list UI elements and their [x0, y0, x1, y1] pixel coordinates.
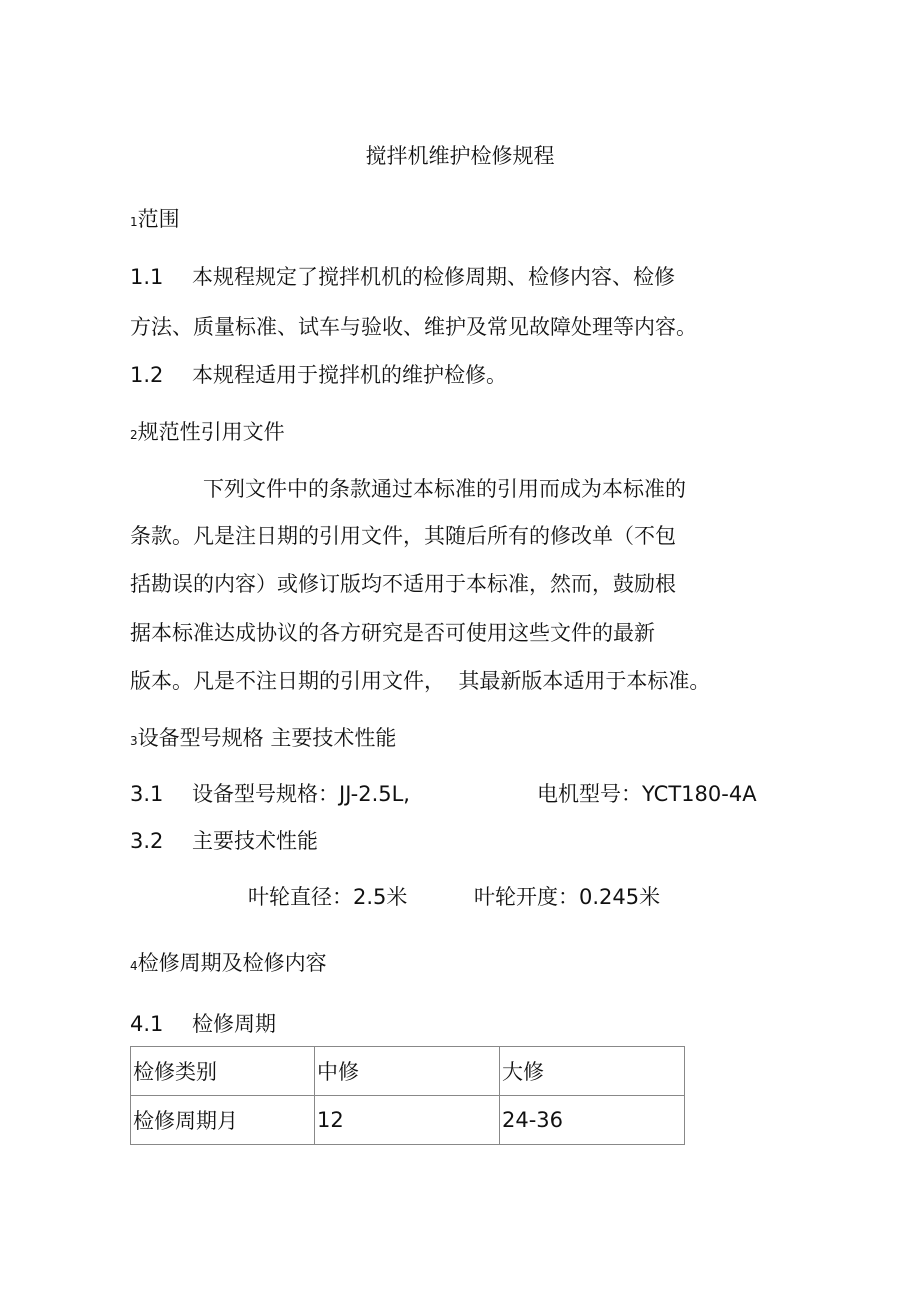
paragraph-2-line-1: 下列文件中的条款通过本标准的引用而成为本标准的	[203, 477, 686, 501]
paragraph-3-2	[130, 828, 318, 854]
paragraph-1-1-line-1	[130, 264, 675, 290]
equipment-model: 设备型号规格：JJ-2.5L,	[192, 782, 410, 806]
table-cell: 12	[315, 1096, 500, 1145]
paragraph-2-line-2: 条款。凡是注日期的引用文件，其随后所有的修改单（不包	[130, 524, 676, 548]
section-number: 3	[130, 734, 138, 748]
section-number: 1	[130, 215, 138, 229]
paragraph-2-line-4: 据本标准达成协议的各方研究是否可使用这些文件的最新	[130, 621, 655, 645]
impeller-diameter: 叶轮直径：2.5米	[248, 885, 408, 909]
document-title: 搅拌机维护检修规程	[365, 144, 555, 168]
clause-number: 3.2	[130, 829, 164, 853]
impeller-opening: 叶轮开度：0.245米	[474, 885, 661, 909]
clause-number: 4.1	[130, 1012, 164, 1036]
section-4-heading	[130, 950, 327, 979]
paragraph-1-1-line-2: 方法、质量标准、试车与验收、维护及常见故障处理等内容。	[130, 315, 697, 339]
section-2-heading	[130, 419, 285, 448]
section-title: 规范性引用文件	[137, 420, 285, 444]
section-title: 范围	[137, 207, 180, 231]
paragraph-4-1	[130, 1011, 276, 1037]
paragraph-2-line-3: 括勘误的内容）或修订版均不适用于本标准，然而，鼓励根	[130, 572, 676, 596]
motor-model: 电机型号：YCT180-4A	[537, 782, 757, 806]
section-3-heading	[130, 725, 396, 754]
clause-text: 检修周期	[192, 1012, 276, 1036]
clause-text: 本规程规定了搅拌机机的检修周期、检修内容、检修	[192, 265, 675, 289]
table-cell: 中修	[315, 1047, 500, 1096]
section-title: 设备型号规格 主要技术性能	[137, 726, 397, 750]
paragraph-1-2	[130, 362, 507, 388]
paragraph-3-1	[130, 781, 410, 807]
clause-text: 本规程适用于搅拌机的维护检修。	[192, 363, 507, 387]
table-cell: 检修类别	[131, 1047, 315, 1096]
section-number: 4	[130, 959, 138, 973]
clause-number: 3.1	[130, 782, 164, 806]
table-cell: 24-36	[500, 1096, 685, 1145]
section-number: 2	[130, 428, 138, 442]
maintenance-cycle-table	[130, 1046, 685, 1145]
clause-number: 1.1	[130, 265, 164, 289]
table-row	[131, 1096, 685, 1145]
clause-number: 1.2	[130, 363, 164, 387]
table-row	[131, 1047, 685, 1096]
table-cell: 大修	[500, 1047, 685, 1096]
paragraph-2-line-5: 版本。凡是不注日期的引用文件， 其最新版本适用于本标准。	[130, 669, 711, 693]
section-title: 检修周期及检修内容	[137, 951, 327, 975]
clause-text: 主要技术性能	[192, 829, 318, 853]
table-cell: 检修周期月	[131, 1096, 315, 1145]
section-1-heading	[130, 206, 180, 235]
